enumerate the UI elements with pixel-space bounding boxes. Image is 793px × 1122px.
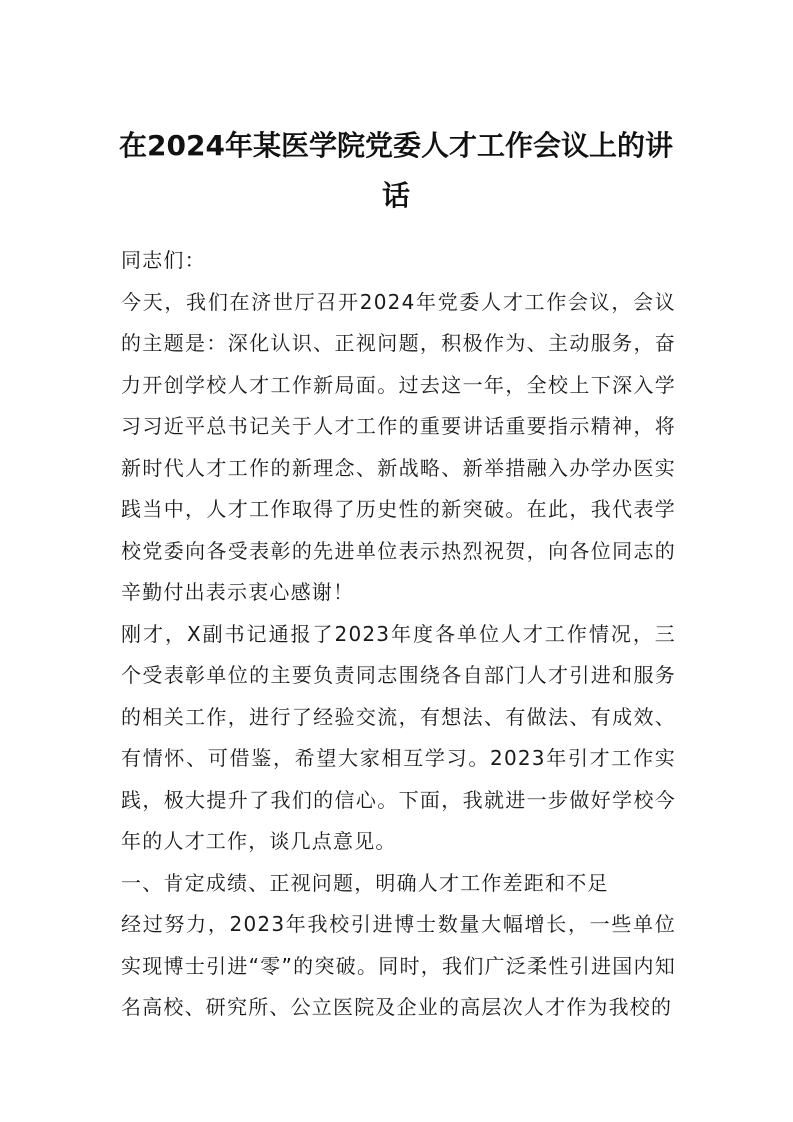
paragraph-review: 刚才，X副书记通报了2023年度各单位人才工作情况，三个受表彰单位的主要负责同志围绕各自部门人才引进和服务的相关工作，进行了经验交流，有想法、有做法、有成效、有情怀、可借鉴，希望大家相互学习。2023年引才工作实践，极大提升了我们的信心。下面，我就进一步做好学校今年的人才工作，谈几点意见。 [121,621,676,853]
document-body [121,240,676,1029]
paragraph-achievements: 经过努力，2023年我校引进博士数量大幅增长，一些单位实现博士引进“零”的突破。同时，我们广泛柔性引进国内知名高校、研究所、公立医院及企业的高层次人才作为我校的 [121,912,676,1019]
salutation: 同志们： [121,248,206,272]
document-title: 在2024年某医学院党委人才工作会议上的讲话 [119,129,673,212]
paragraph-opening: 今天，我们在济世厅召开2024年党委人才工作会议，会议的主题是：深化认识、正视问题，积极作为、主动服务，奋力开创学校人才工作新局面。过去这一年，全校上下深入学习习近平总书记关于人才工作的重要讲话重要指示精神，将新时代人才工作的新理念、新战略、新举措融入办学办医实践当中，人才工作取得了历史性的新突破。在此，我代表学校党委向各受表彰的先进单位表示热烈祝贺，向各位同志的辛勤付出表示衷心感谢！ [121,289,676,604]
section-heading-1: 一、肯定成绩、正视问题，明确人才工作差距和不足 [121,870,609,895]
